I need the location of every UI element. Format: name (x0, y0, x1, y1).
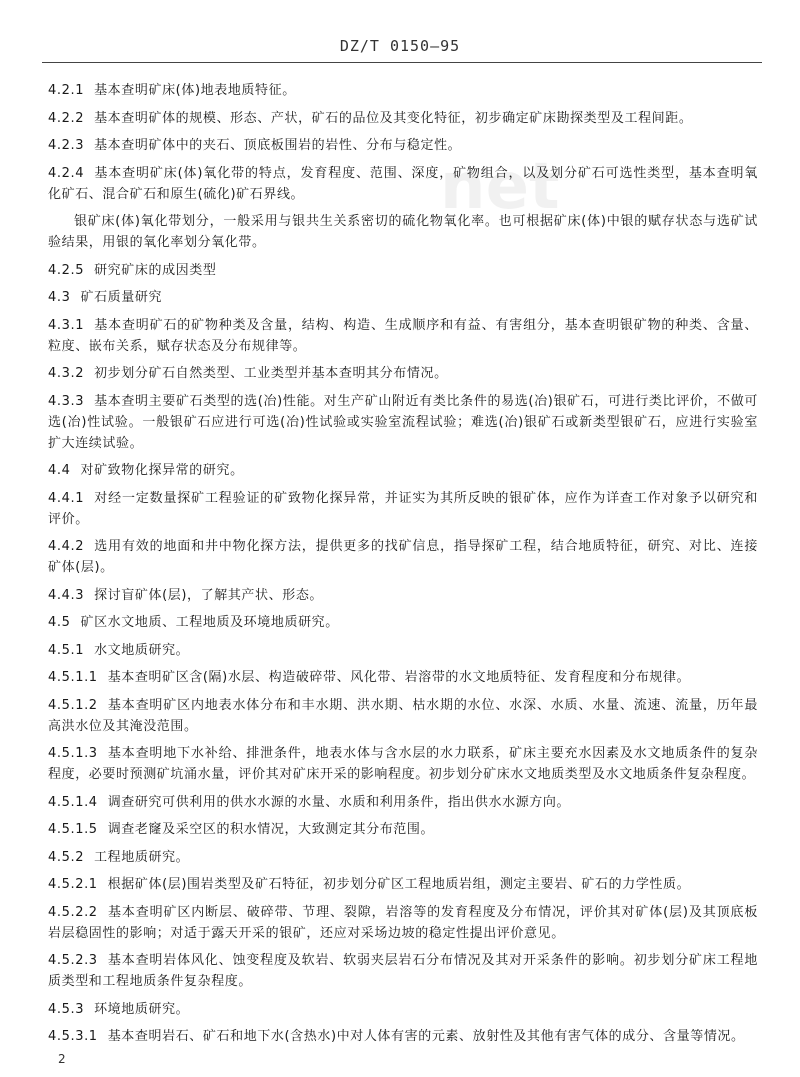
document-body (48, 80, 758, 1047)
clause-number: 4.5.2.1 (48, 877, 98, 892)
clause-paragraph (48, 260, 758, 281)
clause-paragraph (48, 950, 758, 992)
clause-text: 对经一定数量探矿工程验证的矿致物化探异常，并证实为其所反映的银矿体，应作为详查工作对象予以研究和评价。 (48, 490, 758, 527)
clause-text: 工程地质研究。 (94, 849, 190, 865)
clause-number: 4.5.2.2 (48, 904, 98, 920)
clause-number: 4.5.1 (48, 642, 85, 658)
clause-text: 基本查明矿石的矿物种类及含量，结构、构造、生成顺序和有益、有害组分，基本查明银矿物的种类、含量、粒度、嵌布关系，赋存状态及分布规律等。 (48, 317, 758, 354)
clause-paragraph (48, 488, 758, 530)
clause-number: 4.5.2.3 (48, 953, 98, 968)
clause-paragraph (48, 743, 758, 785)
clause-text: 基本查明岩石、矿石和地下水(含热水)中对人体有害的元素、放射性及其他有害气体的成分、含量等情况。 (107, 1029, 745, 1044)
clause-paragraph (48, 363, 758, 384)
clause-paragraph (48, 612, 758, 633)
clause-text: 银矿床(体)氧化带划分，一般采用与银共生关系密切的硫化物氧化率。也可根据矿床(体)中银的赋存状态与选矿试验结果，用银的氧化率划分氧化带。 (48, 214, 758, 250)
clause-number: 4.2.5 (48, 262, 85, 278)
document-code-header: DZ/T 0150—95 (339, 37, 461, 55)
clause-text: 调查研究可供利用的供水水源的水量、水质和利用条件，指出供水水源方向。 (107, 794, 571, 810)
clause-text: 矿区水文地质、工程地质及环境地质研究。 (80, 615, 339, 630)
clause-text: 初步划分矿石自然类型、工业类型并基本查明其分布情况。 (94, 366, 448, 381)
clause-number: 4.4 (48, 463, 71, 478)
clause-paragraph (48, 315, 758, 357)
clause-number: 4.5 (48, 615, 71, 630)
clause-number: 4.5.3.1 (48, 1029, 98, 1044)
clause-text: 水文地质研究。 (94, 642, 190, 658)
clause-number: 4.3.2 (48, 366, 85, 381)
clause-number: 4.5.1.2 (48, 697, 98, 713)
clause-number: 4.5.3 (48, 1001, 85, 1017)
clause-paragraph (48, 211, 758, 253)
clause-number: 4.5.1.4 (48, 794, 98, 810)
clause-text: 根据矿体(层)围岩类型及矿石特征，初步划分矿区工程地质岩组，测定主要岩、矿石的力学性质。 (107, 877, 691, 892)
clause-paragraph (48, 847, 758, 868)
clause-text: 对矿致物化探异常的研究。 (80, 463, 244, 478)
clause-text: 矿石质量研究 (80, 290, 163, 305)
clause-paragraph (48, 135, 758, 156)
clause-paragraph (48, 792, 758, 813)
clause-text: 基本查明矿床(体)地表地质特征。 (94, 83, 296, 98)
header-rule (42, 62, 762, 63)
clause-number: 4.5.1.3 (48, 746, 98, 761)
clause-paragraph (48, 999, 758, 1020)
clause-text: 基本查明岩体风化、蚀变程度及软岩、软弱夹层岩石分布情况及其对开采条件的影响。初步划分矿床工程地质类型和工程地质条件复杂程度。 (48, 953, 758, 989)
clause-text: 基本查明矿体中的夹石、顶底板围岩的岩性、分布与稳定性。 (94, 138, 462, 153)
clause-text: 基本查明矿体的规模、形态、产状，矿石的品位及其变化特征，初步确定矿床勘探类型及工程间距。 (94, 110, 693, 126)
clause-number: 4.2.4 (48, 165, 85, 181)
clause-paragraph (48, 80, 758, 101)
clause-number: 4.3.3 (48, 393, 85, 409)
clause-paragraph (48, 287, 758, 308)
clause-text: 基本查明矿床(体)氧化带的特点，发育程度、范围、深度，矿物组合，以及划分矿石可选性类型，基本查明氧化矿石、混合矿石和原生(硫化)矿石界线。 (48, 165, 758, 202)
clause-text: 选用有效的地面和井中物化探方法，提供更多的找矿信息，指导探矿工程，结合地质特征，研究、对比、连接矿体(层)。 (48, 539, 758, 575)
clause-paragraph (48, 1026, 758, 1047)
clause-number: 4.4.3 (48, 587, 85, 603)
clause-number: 4.3.1 (48, 317, 85, 333)
clause-number: 4.4.2 (48, 539, 85, 554)
watermark-text: net (440, 150, 560, 224)
clause-number: 4.4.1 (48, 490, 85, 506)
clause-paragraph (48, 163, 758, 205)
clause-paragraph (48, 108, 758, 129)
clause-paragraph (48, 695, 758, 737)
clause-paragraph (48, 874, 758, 895)
clause-number: 4.2.1 (48, 83, 85, 98)
clause-paragraph (48, 585, 758, 606)
clause-paragraph (48, 902, 758, 944)
clause-text: 基本查明矿区含(隔)水层、构造破碎带、风化带、岩溶带的水文地质特征、发育程度和分布规律。 (107, 670, 691, 685)
clause-text: 基本查明矿区内地表水体分布和丰水期、洪水期、枯水期的水位、水深、水质、水量、流速、流量，历年最高洪水位及其淹没范围。 (48, 697, 758, 734)
clause-paragraph (48, 391, 758, 454)
clause-number: 4.2.2 (48, 110, 85, 126)
clause-paragraph (48, 819, 758, 840)
clause-number: 4.2.3 (48, 138, 85, 153)
clause-text: 研究矿床的成因类型 (94, 262, 217, 278)
clause-number: 4.5.1.1 (48, 670, 98, 685)
clause-text: 基本查明地下水补给、排泄条件，地表水体与含水层的水力联系，矿床主要充水因素及水文地质条件的复杂程度，必要时预测矿坑涌水量，评价其对矿床开采的影响程度。初步划分矿床水文地质类型及水文地质条件复杂程度。 (48, 746, 758, 782)
clause-text: 基本查明主要矿石类型的选(冶)性能。对生产矿山附近有类比条件的易选(冶)银矿石，可进行类比评价，不做可选(冶)性试验。一般银矿石应进行可选(冶)性试验或实验室流程试验；难选(冶)银矿石或新类型银矿石，应进行实验室扩大连续试验。 (48, 393, 758, 451)
clause-paragraph (48, 536, 758, 578)
clause-paragraph (48, 460, 758, 481)
clause-number: 4.5.1.5 (48, 822, 98, 837)
clause-text: 调查老窿及采空区的积水情况，大致测定其分布范围。 (107, 822, 435, 837)
page-number: 2 (58, 1052, 66, 1066)
clause-text: 环境地质研究。 (94, 1001, 190, 1017)
clause-text: 探讨盲矿体(层)，了解其产状、形态。 (94, 587, 324, 603)
clause-paragraph (48, 667, 758, 688)
clause-number: 4.3 (48, 290, 71, 305)
clause-paragraph (48, 640, 758, 661)
clause-number: 4.5.2 (48, 849, 85, 865)
clause-text: 基本查明矿区内断层、破碎带、节理、裂隙，岩溶等的发育程度及分布情况，评价其对矿体(层)及其顶底板岩层稳固性的影响；对适于露天开采的银矿，还应对采场边坡的稳定性提出评价意见。 (48, 904, 758, 941)
